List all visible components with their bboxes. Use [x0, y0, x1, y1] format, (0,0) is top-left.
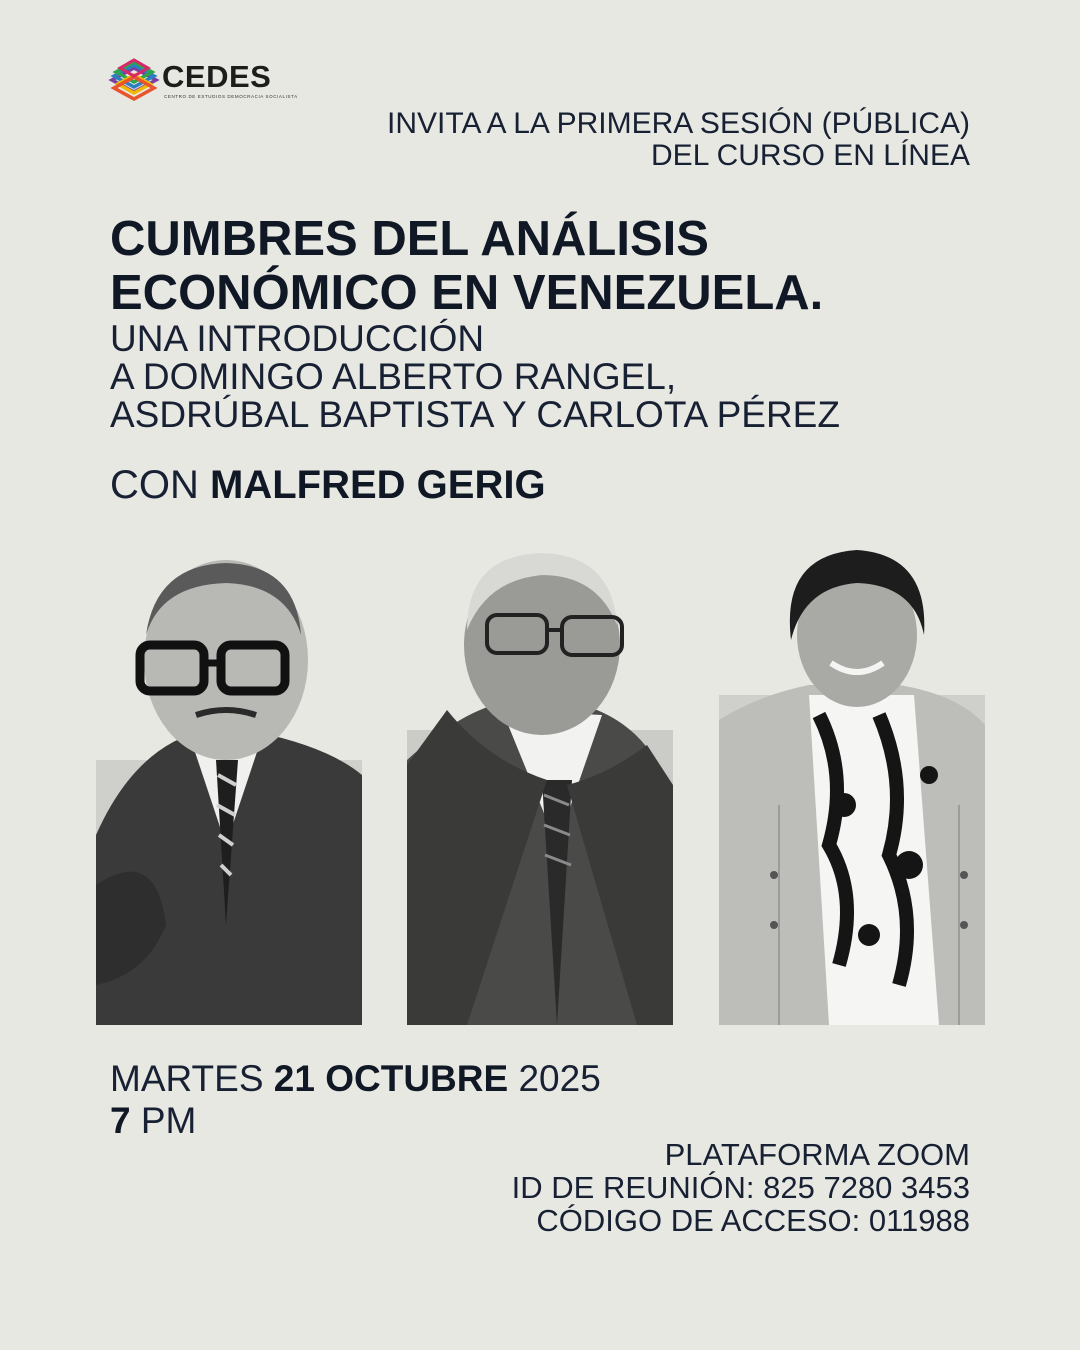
invite-line-1: INVITA A LA PRIMERA SESIÓN (PÚBLICA) [387, 107, 970, 140]
event-weekday: MARTES [110, 1058, 264, 1099]
access-code: CÓDIGO DE ACCESO: 011988 [536, 1203, 970, 1238]
logo-name: CEDES [162, 59, 272, 94]
cedes-logo [108, 56, 298, 104]
course-subtitle-line-1: UNA INTRODUCCIÓN [110, 318, 485, 359]
course-subtitle [110, 320, 840, 434]
event-year: 2025 [518, 1058, 601, 1099]
event-date [110, 1058, 601, 1142]
course-title-line-1: CUMBRES DEL ANÁLISIS [110, 212, 709, 266]
course-title-line-2: ECONÓMICO EN VENEZUELA. [110, 266, 824, 320]
presenter-prefix: CON [110, 463, 199, 507]
presenter-name: MALFRED GERIG [210, 463, 546, 507]
event-time-line [110, 1100, 601, 1142]
event-meridiem: PM [140, 1100, 197, 1141]
portrait-asdrubal-baptista [407, 545, 673, 1025]
invite-line-2: DEL CURSO EN LÍNEA [651, 139, 970, 172]
course-subtitle-line-2: A DOMINGO ALBERTO RANGEL, [110, 356, 677, 397]
course-title [110, 212, 823, 320]
access-details [512, 1138, 970, 1237]
platform-label: PLATAFORMA ZOOM [664, 1137, 970, 1172]
portrait-domingo-alberto-rangel [96, 545, 362, 1025]
logo-tagline: CENTRO DE ESTUDIOS DEMOCRACIA SOCIALISTA [164, 94, 298, 99]
meeting-id: ID DE REUNIÓN: 825 7280 3453 [511, 1170, 970, 1205]
portrait-carlota-perez [719, 545, 985, 1025]
event-hour: 7 [110, 1100, 131, 1141]
stacked-colorful-layers-icon [108, 56, 160, 104]
course-subtitle-line-3: ASDRÚBAL BAPTISTA Y CARLOTA PÉREZ [110, 394, 840, 435]
event-day-month: 21 OCTUBRE [273, 1058, 509, 1099]
presenter-line [110, 460, 546, 510]
event-date-line [110, 1058, 601, 1100]
invitation-text [387, 108, 970, 172]
